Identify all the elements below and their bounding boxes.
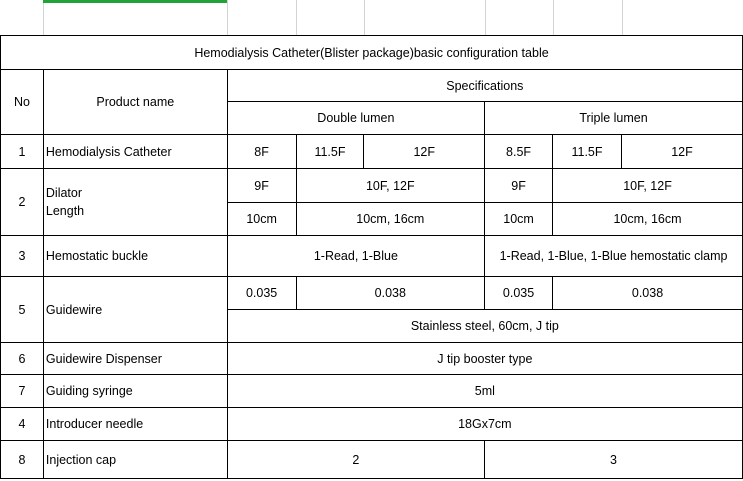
product-name[interactable]: Introducer needle: [43, 408, 227, 441]
spec-cell[interactable]: 2: [227, 441, 484, 479]
product-name[interactable]: Hemostatic buckle: [43, 236, 227, 277]
spec-cell[interactable]: 0.035: [227, 277, 296, 310]
header-specifications[interactable]: Specifications: [227, 70, 742, 102]
empty-grid-row[interactable]: [0, 0, 743, 35]
spec-cell[interactable]: J tip booster type: [227, 343, 742, 375]
spec-cell[interactable]: 11.5F: [553, 135, 622, 169]
header-no[interactable]: No: [1, 70, 44, 135]
spec-cell[interactable]: Stainless steel, 60cm, J tip: [227, 310, 742, 343]
product-name[interactable]: Injection cap: [43, 441, 227, 479]
row-no[interactable]: 4: [1, 408, 44, 441]
spec-cell[interactable]: 9F: [227, 169, 296, 203]
header-product-name[interactable]: Product name: [43, 70, 227, 135]
product-name-line: Length: [45, 204, 85, 218]
spec-cell[interactable]: 10F, 12F: [553, 169, 743, 203]
spec-cell[interactable]: 1-Read, 1-Blue: [227, 236, 484, 277]
spec-cell[interactable]: 1-Read, 1-Blue, 1-Blue hemostatic clamp: [485, 236, 743, 277]
row-no[interactable]: 5: [1, 277, 44, 343]
header-double-lumen[interactable]: Double lumen: [227, 102, 484, 135]
row-no[interactable]: 7: [1, 375, 44, 408]
selected-cell-indicator: [43, 0, 227, 3]
row-no[interactable]: 1: [1, 135, 44, 169]
spec-cell[interactable]: 11.5F: [296, 135, 364, 169]
grid-line: [553, 0, 554, 35]
spec-cell[interactable]: 18Gx7cm: [227, 408, 742, 441]
spec-cell[interactable]: 8.5F: [485, 135, 553, 169]
spec-cell[interactable]: 0.038: [296, 277, 485, 310]
row-no[interactable]: 2: [1, 169, 44, 236]
row-no[interactable]: 8: [1, 441, 44, 479]
spec-cell[interactable]: 12F: [622, 135, 743, 169]
spec-cell[interactable]: 0.038: [553, 277, 743, 310]
product-name[interactable]: Guidewire: [43, 277, 227, 343]
spec-cell[interactable]: 9F: [485, 169, 553, 203]
grid-line: [43, 0, 44, 35]
table-title[interactable]: Hemodialysis Catheter(Blister package)basic configuration table: [1, 36, 743, 70]
product-name[interactable]: Guidewire Dispenser: [43, 343, 227, 375]
row-no[interactable]: 6: [1, 343, 44, 375]
header-triple-lumen[interactable]: Triple lumen: [485, 102, 743, 135]
product-name[interactable]: Hemodialysis Catheter: [43, 135, 227, 169]
spec-cell[interactable]: 10cm: [485, 203, 553, 236]
spec-cell[interactable]: 10cm: [227, 203, 296, 236]
grid-line: [296, 0, 297, 35]
spec-cell[interactable]: 12F: [364, 135, 485, 169]
grid-line: [622, 0, 623, 35]
row-no[interactable]: 3: [1, 236, 44, 277]
grid-line: [227, 0, 228, 35]
spec-cell[interactable]: 3: [485, 441, 743, 479]
product-name-line: Dilator: [45, 186, 83, 200]
grid-line: [485, 0, 486, 35]
product-name[interactable]: Guiding syringe: [43, 375, 227, 408]
product-name[interactable]: [43, 169, 227, 236]
spec-cell[interactable]: 5ml: [227, 375, 742, 408]
spec-cell[interactable]: 8F: [227, 135, 296, 169]
spec-cell[interactable]: 10cm, 16cm: [296, 203, 485, 236]
spec-cell[interactable]: 0.035: [485, 277, 553, 310]
spec-cell[interactable]: 10F, 12F: [296, 169, 485, 203]
spec-cell[interactable]: 10cm, 16cm: [553, 203, 743, 236]
grid-line: [364, 0, 365, 35]
configuration-table: [0, 35, 743, 479]
